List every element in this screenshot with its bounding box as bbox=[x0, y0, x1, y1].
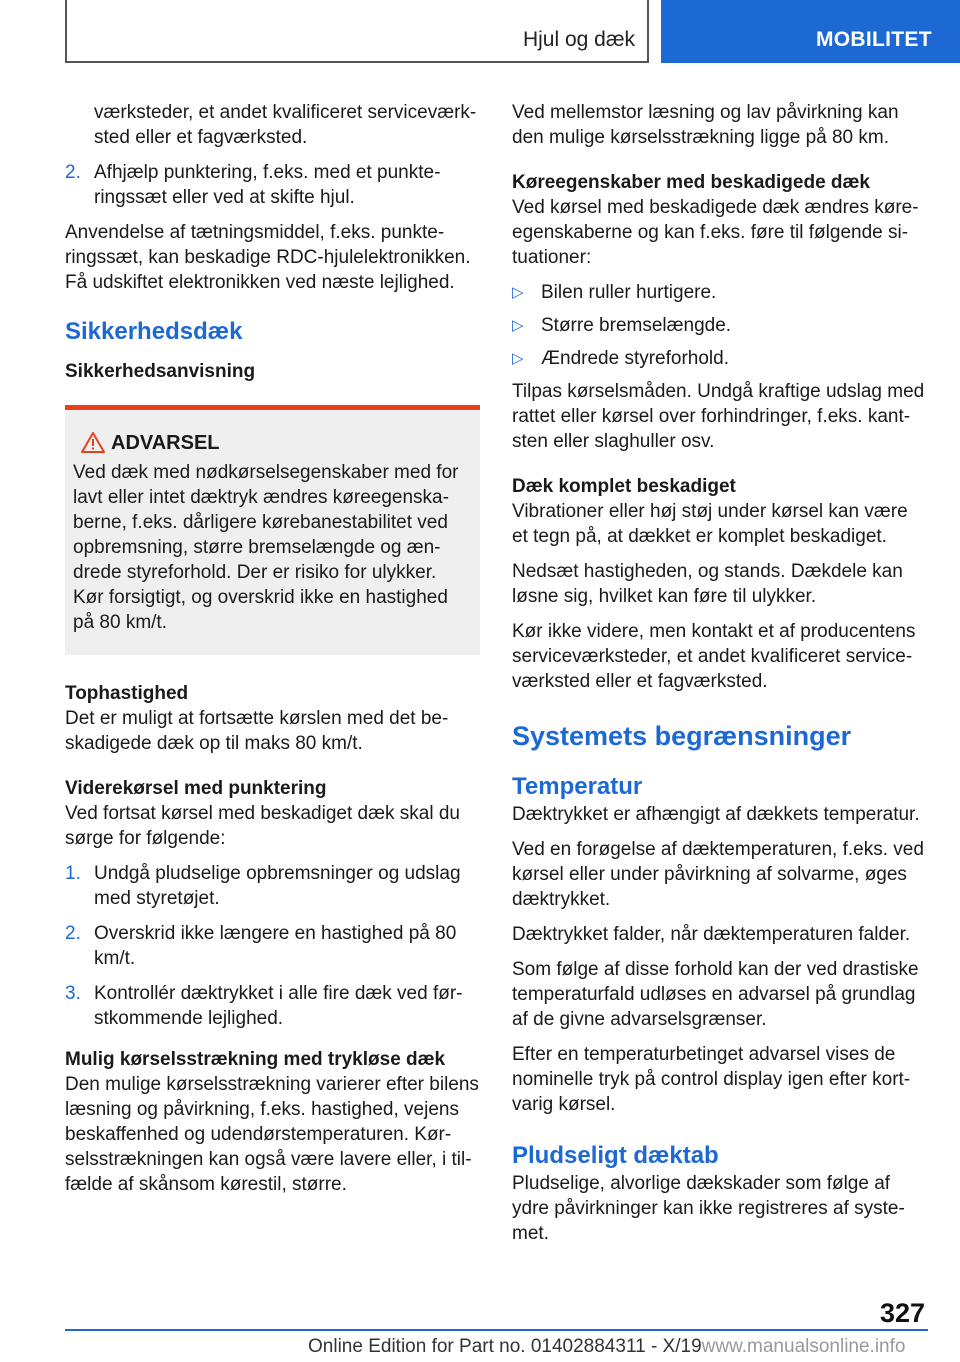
heading-sudden-loss: Pludseligt dæktab bbox=[512, 1142, 719, 1169]
paragraph: Pludselige, alvorlige dækskader som følge af ydre påvirkninger kan ikke registreres af syste‐met. bbox=[512, 1173, 905, 1244]
list-text: Undgå pludselige opbremsninger og udslag med styretøjet. bbox=[94, 863, 461, 909]
bullet-item bbox=[512, 313, 928, 338]
list-number: 2. bbox=[65, 162, 81, 183]
list-text: Afhjælp punktering, f.eks. med et punkte‐ringssæt eller ved at skifte hjul. bbox=[94, 162, 441, 208]
left-column bbox=[65, 100, 480, 1207]
warning-title: ADVARSEL bbox=[111, 432, 220, 454]
list-item bbox=[65, 981, 480, 1031]
paragraph: Dæktrykket falder, når dæktemperaturen falder. bbox=[512, 924, 911, 945]
paragraph: Den mulige kørselsstrækning varierer efter bilens læsning og påvirkning, f.eks. hastighed, vejens beskaffenhed og udendørstemperaturen. Kør‐selsstrækningen kan også være lavere eller, i til‐fælde af skånsom kørestil, større. bbox=[65, 1074, 479, 1195]
paragraph: Det er muligt at fortsætte kørslen med det be‐skadigede dæk op til maks 80 km/t. bbox=[65, 708, 449, 754]
list-text: Kontrollér dæktrykket i alle fire dæk ved før‐stkommende lejlighed. bbox=[94, 983, 463, 1029]
warning-title-row bbox=[73, 430, 472, 456]
warning-box bbox=[65, 405, 480, 655]
bullet-text: Bilen ruller hurtigere. bbox=[541, 282, 717, 303]
paragraph: Kør ikke videre, men kontakt et af producentens serviceværksteder, et andet kvalificeret service‐værksted eller et fagværksted. bbox=[512, 621, 916, 692]
heading-range-flat-tyre: Mulig kørselsstrækning med trykløse dæk bbox=[65, 1049, 446, 1070]
page-number: 327 bbox=[880, 1298, 926, 1328]
bullet-triangle-icon: ▷ bbox=[512, 284, 524, 301]
list-number: 1. bbox=[65, 863, 81, 884]
right-column bbox=[512, 100, 928, 1256]
watermark-text: www.manualsonline.info bbox=[701, 1336, 906, 1357]
footer-edition bbox=[308, 1336, 905, 1358]
chapter-title: Hjul og dæk bbox=[522, 28, 635, 51]
paragraph: Ved fortsat kørsel med beskadiget dæk skal du sørge for følgende: bbox=[65, 803, 460, 849]
paragraph: Anvendelse af tætningsmiddel, f.eks. punkte‐ringssæt, kan beskadige RDC-hjulelektronikken. Få udskiftet elektronikken ved næste lejlighed. bbox=[65, 222, 471, 293]
list-item bbox=[65, 921, 480, 971]
edition-text: Online Edition for Part no. 01402884311 - X/19 bbox=[308, 1336, 702, 1357]
heading-tyre-destroyed: Dæk komplet beskadiget bbox=[512, 476, 736, 497]
list-text: Overskrid ikke længere en hastighed på 80 km/t. bbox=[94, 923, 457, 969]
paragraph: Som følge af disse forhold kan der ved drastiske temperaturfald udløses en advarsel på grundlag af de givne advarselsgrænser. bbox=[512, 959, 919, 1030]
paragraph: Efter en temperaturbetinget advarsel vises de nominelle tryk på control display igen efter kort‐varig kørsel. bbox=[512, 1044, 911, 1115]
list-continuation: værksteder, et andet kvalificeret serviceværk‐sted eller et fagværksted. bbox=[94, 102, 477, 148]
list-number: 3. bbox=[65, 983, 81, 1004]
paragraph: Ved kørsel med beskadigede dæk ændres køre‐egenskaberne og kan f.eks. føre til følgende si‐tuationer: bbox=[512, 197, 919, 268]
heading-damaged-tyres: Køreegenskaber med beskadigede dæk bbox=[512, 172, 870, 193]
bullet-triangle-icon: ▷ bbox=[512, 350, 524, 367]
list-number: 2. bbox=[65, 923, 81, 944]
heading-continue-driving: Viderekørsel med punktering bbox=[65, 778, 327, 799]
paragraph: Tilpas kørselsmåden. Undgå kraftige udslag med rattet eller kørsel over forhindringer, f.eks. kant‐sten eller slaghuller osv. bbox=[512, 381, 925, 452]
list-item bbox=[65, 861, 480, 911]
heading-temperature: Temperatur bbox=[512, 773, 643, 800]
bullet-triangle-icon: ▷ bbox=[512, 317, 524, 334]
section-tab: MOBILITET bbox=[661, 0, 960, 63]
warning-triangle-icon bbox=[73, 431, 111, 455]
bullet-item bbox=[512, 346, 928, 371]
bullet-text: Større bremselængde. bbox=[541, 315, 732, 336]
bullet-item bbox=[512, 280, 928, 305]
heading-top-speed: Tophastighed bbox=[65, 683, 189, 704]
paragraph: Ved mellemstor læsning og lav påvirkning kan den mulige kørselsstrækning ligge på 80 km. bbox=[512, 102, 899, 148]
paragraph: Vibrationer eller høj støj under kørsel kan være et tegn på, at dækket er komplet beskadiget. bbox=[512, 501, 908, 547]
heading-safety-notice: Sikkerhedsanvisning bbox=[65, 361, 256, 382]
footer-divider bbox=[65, 1329, 928, 1331]
header-chapter-box bbox=[65, 0, 649, 63]
heading-system-limits: Systemets begrænsninger bbox=[512, 721, 852, 751]
paragraph: Ved en forøgelse af dæktemperaturen, f.eks. ved kørsel eller under påvirkning af solvarme, øges dæktrykket. bbox=[512, 839, 924, 910]
paragraph: Dæktrykket er afhængigt af dækkets temperatur. bbox=[512, 804, 920, 825]
list-item bbox=[65, 160, 480, 210]
bullet-text: Ændrede styreforhold. bbox=[541, 348, 729, 369]
paragraph: Nedsæt hastigheden, og stands. Dækdele kan løsne sig, hvilket kan føre til ulykker. bbox=[512, 561, 903, 607]
heading-safety-tyres: Sikkerhedsdæk bbox=[65, 318, 243, 345]
warning-text: Ved dæk med nødkørselsegenskaber med for lavt eller intet dæktryk ændres køreegenska‐berne, f.eks. dårligere kørebanestabilitet ved opbremsning, større bremselængde og æn‐drede styreforhold. Der er risiko for ulykker. Kør forsigtigt, og overskrid ikke en hastighed på 80 km/t. bbox=[73, 462, 459, 633]
